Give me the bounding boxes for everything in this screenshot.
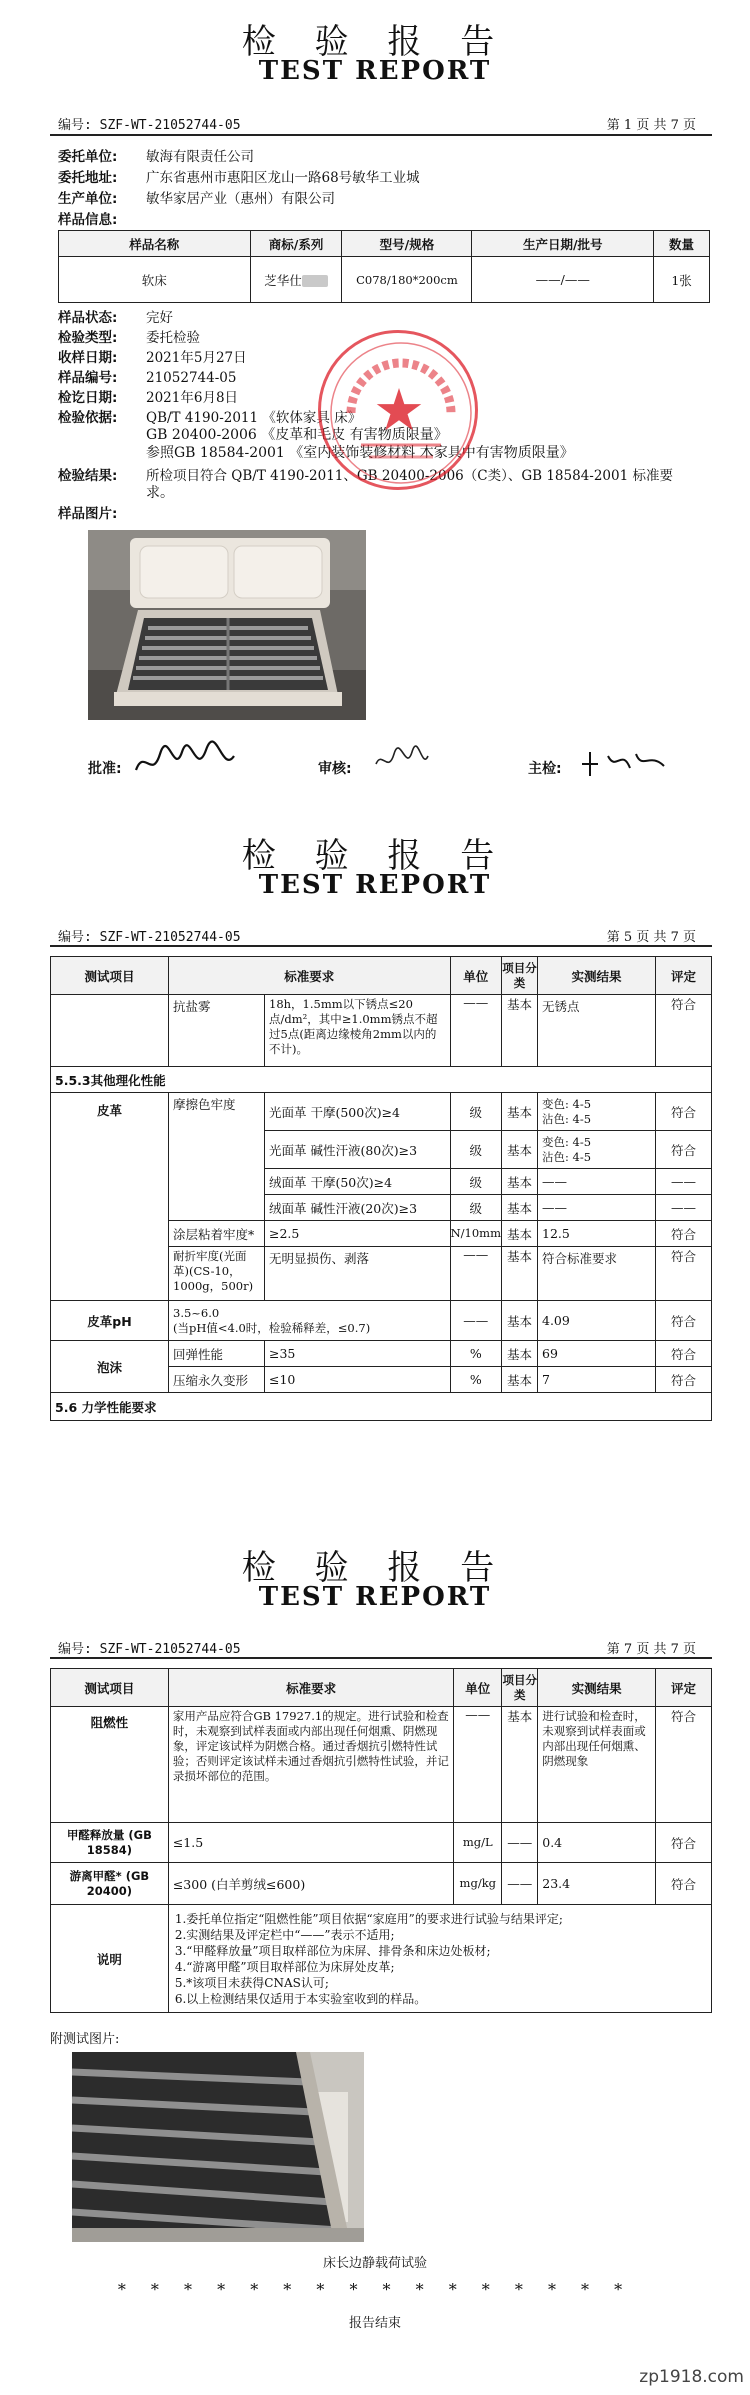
col-header: 单位: [454, 1669, 502, 1707]
attach-caption: 床长边静载荷试验: [322, 2256, 427, 2271]
divider: [50, 1657, 712, 1659]
section-heading: 5.5.3其他理化性能: [51, 1067, 712, 1093]
item-evaluation: 符合: [656, 1341, 712, 1367]
item-result: 7: [538, 1367, 656, 1393]
item-class: 基本: [502, 1093, 538, 1131]
sample-info-row: [58, 208, 146, 228]
report-page-7: [0, 1520, 750, 2395]
item-result: 12.5: [538, 1221, 656, 1247]
item-unit: ——: [450, 995, 501, 1067]
sample-brand-cell: [250, 257, 342, 303]
item-requirement: 家用产品应符合GB 17927.1的规定。进行试验和检查时，未观察到试样表面或内部出现任何烟熏、阴燃现象，评定该试样为阴燃合格。通过香烟抗引燃特性试验；否则评定该试样未通过香烟抗引燃特性试验，并记录损坏部位的范围。: [168, 1707, 453, 1823]
section-heading: 5.6 力学性能要求: [51, 1393, 712, 1421]
detail-row: [58, 406, 361, 426]
producer-value: 敏华家居产业（惠州）有限公司: [146, 191, 335, 207]
item-result: 23.4: [538, 1863, 656, 1905]
approve-label: 批准:: [88, 761, 122, 777]
sample-date: ——/——: [472, 257, 654, 303]
item-requirement: 绒面革 碱性汗液(20次)≥3: [265, 1195, 451, 1221]
item-name: 抗盐雾: [169, 995, 265, 1067]
item-requirement: 光面革 碱性汗液(80次)≥3: [265, 1131, 451, 1169]
note-line: 1.委托单位指定“阻燃性能”项目依据“家庭用”的要求进行试验与结果评定;: [174, 1911, 563, 1926]
detail-row: [58, 306, 173, 326]
item-class: 基本: [502, 1169, 538, 1195]
item-requirement: 无明显损伤、剥落: [265, 1247, 451, 1301]
item-unit: 级: [450, 1131, 501, 1169]
item-requirement: ≥35: [265, 1341, 451, 1367]
sample-model: C078/180*200cm: [342, 257, 472, 303]
sample-header: 商标/系列: [250, 231, 342, 257]
item-requirement: 光面革 干摩(500次)≥4: [265, 1093, 451, 1131]
photo-label-row: [58, 502, 146, 522]
item-evaluation: 符合: [656, 1367, 712, 1393]
item-name: 耐折牢度(光面革)(CS-10，1000g，500r): [169, 1247, 265, 1301]
foam-group-label: 泡沫: [51, 1341, 169, 1393]
report-title-en: TEST REPORT: [258, 870, 492, 900]
item-class: 基本: [502, 1221, 538, 1247]
item-name: 阻燃性: [51, 1707, 169, 1823]
item-result: 69: [538, 1341, 656, 1367]
inspection-seal-stamp: [318, 330, 478, 490]
address-row: [58, 166, 420, 186]
col-header: 测试项目: [51, 1669, 169, 1707]
report-title-cn: 检 验 报 告: [241, 836, 509, 876]
item-unit: ——: [454, 1707, 502, 1823]
col-header: 实测结果: [538, 1669, 656, 1707]
col-header: 标准要求: [168, 1669, 453, 1707]
col-header: 项目分类: [502, 1669, 538, 1707]
detail-label: 样品编号:: [58, 370, 118, 386]
note-line: 3.“甲醛释放量”项目取样部位为床屏、排骨条和床边处板材;: [174, 1943, 491, 1958]
report-title-en: TEST REPORT: [258, 56, 492, 86]
item-unit: N/10mm: [450, 1221, 501, 1247]
detail-value: 2021年5月27日: [146, 350, 247, 366]
note-line: 6.以上检测结果仅适用于本实验室收到的样品。: [174, 1991, 427, 2006]
report-serial: 编号: SZF-WT-21052744-05: [58, 930, 241, 945]
note-line: 2.实测结果及评定栏中“——”表示不适用;: [174, 1927, 395, 1942]
reviewer-signature: [372, 744, 432, 784]
report-title-cn: 检 验 报 告: [241, 1548, 509, 1588]
conclusion-label: 检验结果:: [58, 468, 118, 484]
item-class: ——: [502, 1863, 538, 1905]
item-name: 甲醛释放量 (GB 18584): [51, 1823, 169, 1863]
test-table-page7: [50, 1668, 712, 2013]
notes-label: 说明: [51, 1905, 169, 2013]
item-result: ——: [538, 1169, 656, 1195]
item-class: 基本: [502, 1301, 538, 1341]
address-value: 广东省惠州市惠阳区龙山一路68号敏华工业城: [146, 170, 420, 186]
detail-row: [58, 326, 200, 346]
item-evaluation: 符合: [656, 1221, 712, 1247]
item-unit: %: [450, 1341, 501, 1367]
report-title-cn: 检 验 报 告: [241, 22, 509, 62]
item-result: 4.09: [538, 1301, 656, 1341]
client-label: 委托单位:: [58, 149, 118, 165]
item-name: 游离甲醛* (GB 20400): [51, 1863, 169, 1905]
producer-label: 生产单位:: [58, 191, 118, 207]
detail-value: 2021年6月8日: [146, 390, 239, 406]
divider: [50, 945, 712, 947]
item-class: 基本: [502, 1247, 538, 1301]
detail-label: 样品状态:: [58, 310, 118, 326]
sample-qty: 1张: [654, 257, 710, 303]
report-page-5: [0, 810, 750, 1520]
detail-value: 21052744-05: [146, 370, 237, 386]
notes-cell: [168, 1905, 711, 2013]
item-result: ——: [538, 1195, 656, 1221]
test-table-page5: [50, 956, 712, 1421]
item-evaluation: 符合: [656, 1301, 712, 1341]
basis-line: GB 20400-2006 《皮革和毛皮 有害物质限量》: [146, 427, 448, 443]
item-class: 基本: [502, 1195, 538, 1221]
item-unit: mg/L: [454, 1823, 502, 1863]
note-line: 4.“游离甲醛”项目取样部位为床屏处皮革;: [174, 1959, 395, 1974]
rub-fastness-label: 摩擦色牢度: [169, 1093, 265, 1221]
report-serial: 编号: SZF-WT-21052744-05: [58, 1642, 241, 1657]
col-header: 标准要求: [169, 957, 451, 995]
item-requirement: ≤1.5: [168, 1823, 453, 1863]
item-evaluation: 符合: [656, 1707, 712, 1823]
item-unit: 级: [450, 1195, 501, 1221]
report-serial: 编号: SZF-WT-21052744-05: [58, 118, 241, 133]
page-number: 第 1 页 共 7 页: [606, 118, 696, 133]
sample-header: 数量: [654, 231, 710, 257]
item-evaluation: 符合: [656, 1131, 712, 1169]
item-result: 符合标准要求: [538, 1247, 656, 1301]
item-class: 基本: [502, 1367, 538, 1393]
item-unit: 级: [450, 1093, 501, 1131]
main-inspector-label: 主检:: [528, 761, 562, 777]
redacted-blur: [302, 275, 328, 287]
col-header: 评定: [656, 957, 712, 995]
item-evaluation: ——: [656, 1169, 712, 1195]
item-evaluation: 符合: [656, 1863, 712, 1905]
item-result: 0.4: [538, 1823, 656, 1863]
attach-label: 附测试图片:: [50, 2032, 120, 2047]
item-name: 皮革pH: [51, 1301, 169, 1341]
inspector-signature: [578, 742, 668, 786]
approver-signature: [130, 740, 240, 788]
detail-row: [58, 366, 236, 386]
item-unit: ——: [450, 1247, 501, 1301]
item-unit: mg/kg: [454, 1863, 502, 1905]
item-evaluation: 符合: [656, 1247, 712, 1301]
detail-label: 检讫日期:: [58, 390, 118, 406]
item-class: 基本: [502, 995, 538, 1067]
item-evaluation: 符合: [656, 1823, 712, 1863]
item-evaluation: ——: [656, 1195, 712, 1221]
attached-test-photo: [72, 2052, 364, 2242]
sample-header: 样品名称: [59, 231, 251, 257]
detail-row: [58, 346, 247, 366]
detail-label: 检验类型:: [58, 330, 118, 346]
col-header: 单位: [450, 957, 501, 995]
item-result: 进行试验和检查时，未观察到试样表面或内部出现任何烟熏、阴燃现象: [538, 1707, 656, 1823]
report-page-1: [0, 0, 750, 810]
item-result: 变色: 4-5 沾色: 4-5: [538, 1131, 656, 1169]
item-result: 变色: 4-5 沾色: 4-5: [538, 1093, 656, 1131]
item-unit: ——: [450, 1301, 501, 1341]
detail-value: 委托检验: [146, 330, 200, 346]
detail-value: QB/T 4190-2011 《软体家具 床》: [146, 410, 362, 426]
item-requirement: 绒面革 干摩(50次)≥4: [265, 1169, 451, 1195]
report-title-en: TEST REPORT: [258, 1582, 492, 1612]
sample-info-label: 样品信息:: [58, 212, 118, 228]
col-header: 测试项目: [51, 957, 169, 995]
item-requirement: 3.5~6.0 (当pH值<4.0时，检验稀释差，≤0.7): [169, 1301, 451, 1341]
sample-name: 软床: [59, 257, 251, 303]
col-header: 项目分类: [502, 957, 538, 995]
client-row: [58, 145, 254, 165]
client-value: 敏海有限责任公司: [146, 149, 254, 165]
basis-line: 参照GB 18584-2001 《室内装饰装修材料 木家具中有害物质限量》: [146, 445, 574, 461]
item-name: 回弹性能: [169, 1341, 265, 1367]
detail-label: 收样日期:: [58, 350, 118, 366]
item-requirement: ≤300 (白羊剪绒≤600): [168, 1863, 453, 1905]
address-label: 委托地址:: [58, 170, 118, 186]
item-requirement: 18h，1.5mm以下锈点≤20点/dm²，其中≥1.0mm锈点不超过5点(距离边缘棱角2mm以内的不计)。: [265, 995, 451, 1067]
item-requirement: ≤10: [265, 1367, 451, 1393]
empty-cell: [51, 995, 169, 1067]
end-dots: * * * * * * * * * * * * * * * *: [117, 2280, 633, 2299]
site-watermark: zp1918.com: [639, 2367, 744, 2387]
sample-table: [58, 230, 710, 303]
review-label: 审核:: [318, 761, 352, 777]
item-unit: 级: [450, 1169, 501, 1195]
sample-header: 生产日期/批号: [472, 231, 654, 257]
producer-row: [58, 187, 335, 207]
col-header: 实测结果: [538, 957, 656, 995]
leather-group-label: 皮革: [51, 1093, 169, 1301]
item-evaluation: 符合: [656, 995, 712, 1067]
detail-row: [58, 386, 238, 406]
item-class: 基本: [502, 1131, 538, 1169]
item-class: 基本: [502, 1707, 538, 1823]
item-result: 无锈点: [538, 995, 656, 1067]
sample-header: 型号/规格: [342, 231, 472, 257]
col-header: 评定: [656, 1669, 712, 1707]
item-requirement: ≥2.5: [265, 1221, 451, 1247]
item-class: 基本: [502, 1341, 538, 1367]
note-line: 5.*该项目未获得CNAS认可;: [174, 1975, 329, 1990]
page-number: 第 5 页 共 7 页: [606, 930, 696, 945]
sample-brand: 芝华仕: [264, 272, 302, 288]
page-number: 第 7 页 共 7 页: [606, 1642, 696, 1657]
sample-photo-bed: [88, 530, 366, 720]
conclusion-value: 所检项目符合 QB/T 4190-2011、GB 20400-2006（C类）、GB 18584-2001 标准要: [146, 468, 673, 484]
item-name: 压缩永久变形: [169, 1367, 265, 1393]
star-icon: ★: [373, 376, 425, 444]
report-end-text: 报告结束: [348, 2316, 401, 2331]
photo-label: 样品图片:: [58, 506, 118, 522]
item-class: ——: [502, 1823, 538, 1863]
item-evaluation: 符合: [656, 1093, 712, 1131]
item-unit: %: [450, 1367, 501, 1393]
divider: [50, 134, 712, 136]
conclusion-cont: 求。: [146, 485, 174, 501]
detail-label: 检验依据:: [58, 410, 118, 426]
detail-value: 完好: [146, 310, 173, 326]
item-name: 涂层粘着牢度*: [169, 1221, 265, 1247]
